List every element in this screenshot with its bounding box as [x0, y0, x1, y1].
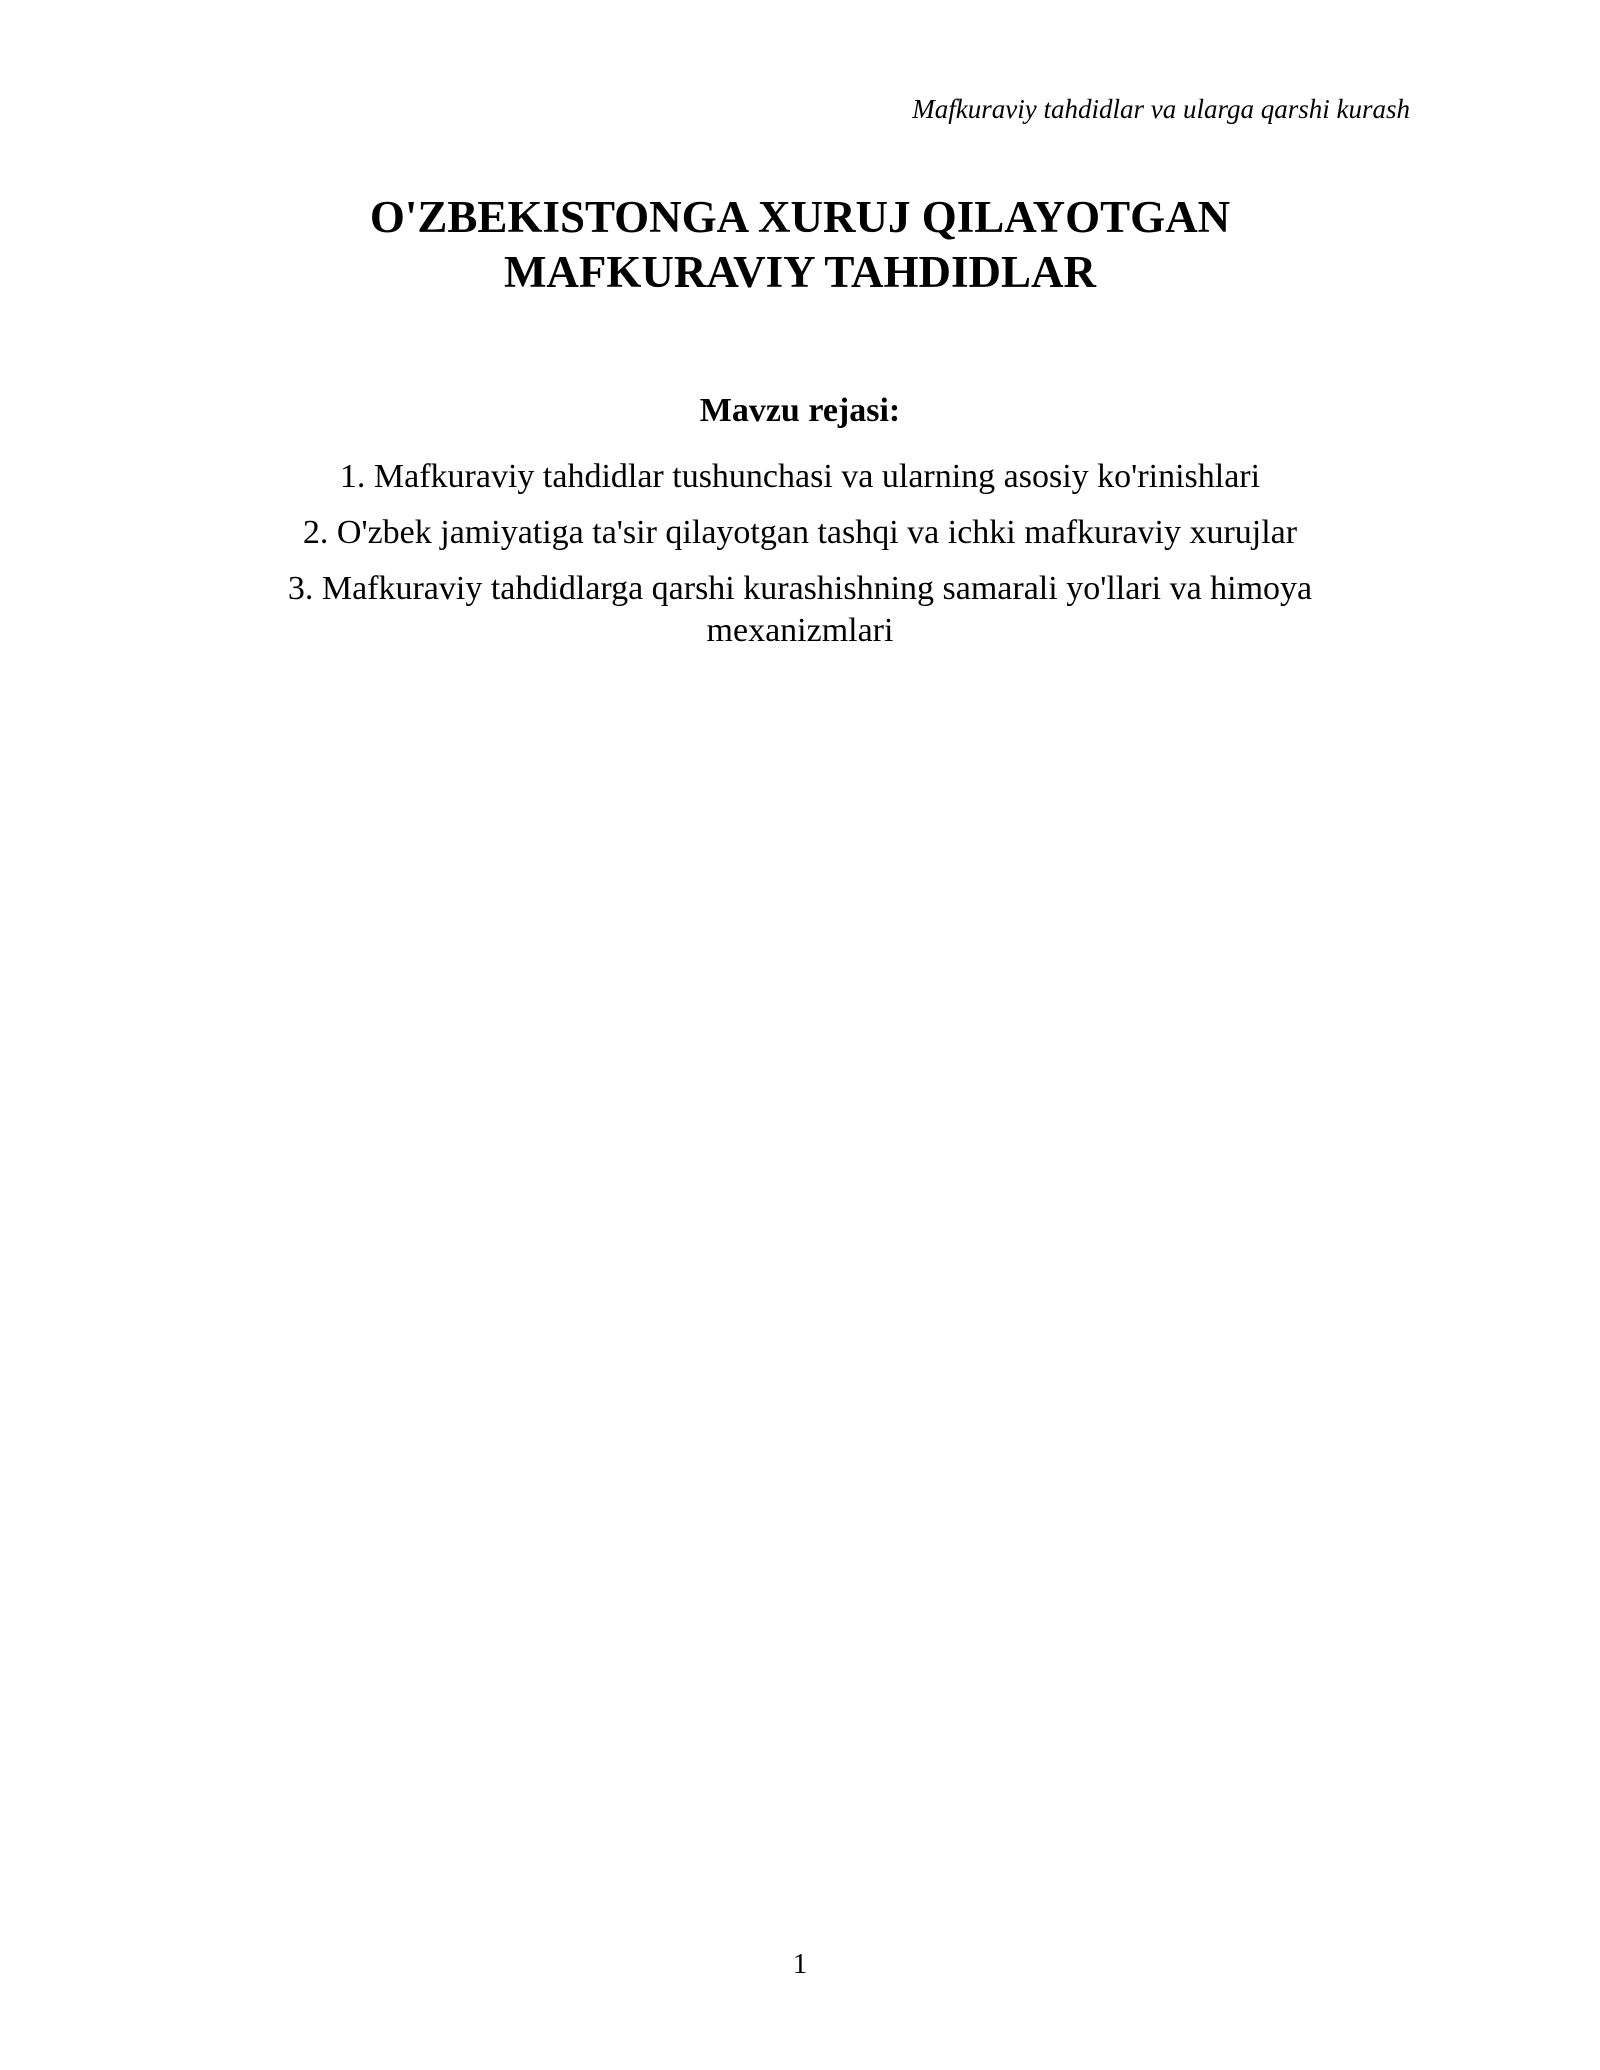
plan-item-1: 1. Mafkuraviy tahdidlar tushunchasi va ularning asosiy ko'rinishlari	[339, 458, 1261, 495]
plan-item-2: 2. O'zbek jamiyatiga ta'sir qilayotgan tashqi va ichki mafkuraviy xurujlar	[302, 514, 1298, 551]
page-number: 1	[792, 1948, 808, 1980]
running-header: Mafkuraviy tahdidlar va ularga qarshi kurash	[912, 94, 1410, 124]
plan-heading: Mavzu rejasi:	[699, 392, 901, 429]
plan-item-3: 3. Mafkuraviy tahdidlarga qarshi kurashishning samarali yo'llari va himoya mexanizmlari	[287, 570, 1313, 649]
title-line-1: O'ZBEKISTONGA XURUJ QILAYOTGAN	[369, 192, 1231, 242]
document-title	[200, 190, 1400, 300]
title-line-2: MAFKURAVIY TAHDIDLAR	[503, 247, 1097, 297]
plan-list	[220, 456, 1380, 666]
